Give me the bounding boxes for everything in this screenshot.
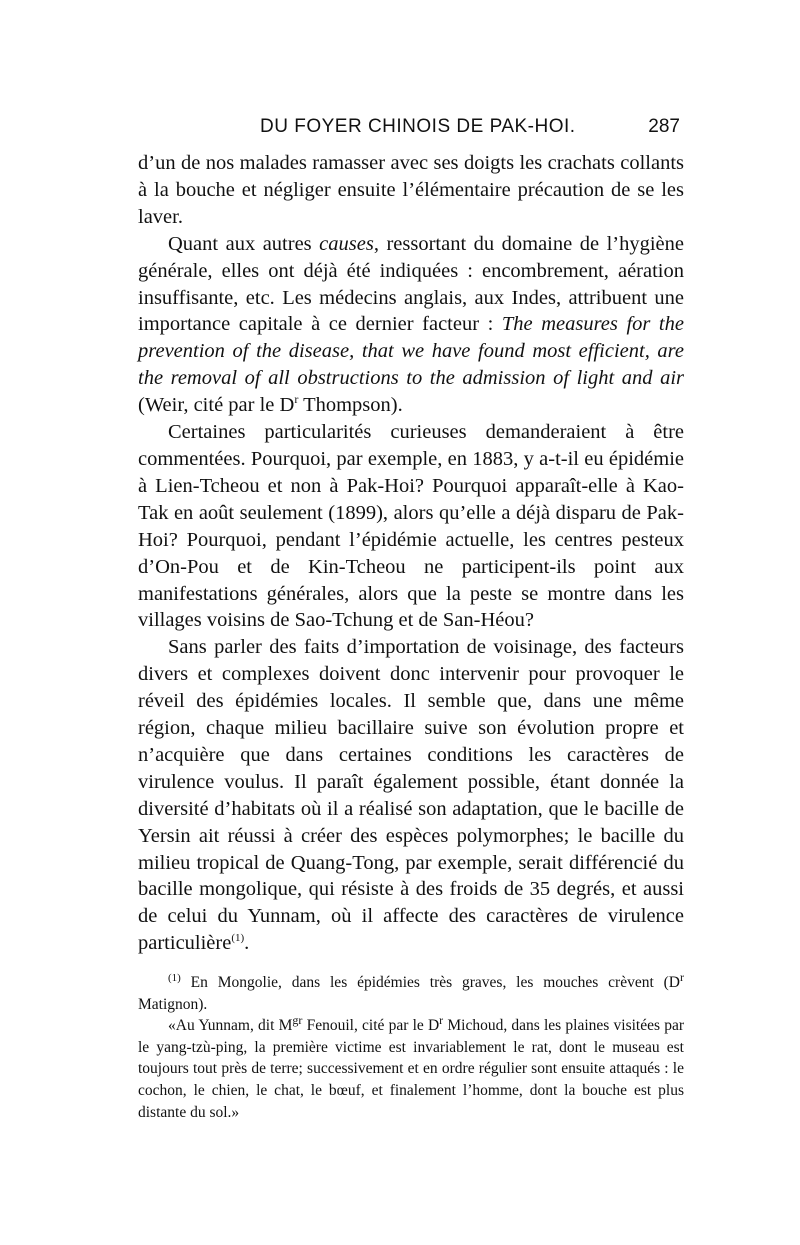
p2-english-quote: The measures for the prevention of the disease, that we have found most efficient, are the removal of all obstructions to the admission of light and air — [138, 313, 684, 390]
running-title: DU FOYER CHINOIS DE PAK-HOI. — [260, 116, 576, 137]
footnote-2-sup: gr — [292, 1013, 303, 1028]
footnote-2-text-c: Michoud, dans les plaines visitées par le yang-tzù-ping, la première victime est invariablement le rat, dont le museau est toujours tout près de terre; successivement et en ordre régulier sont ensuite attaqués : le cochon, le chien, le chat, le bœuf, et finalement l’homme, dont la bouche est plus distante du sol.» — [138, 1017, 684, 1121]
p2-sup: r — [294, 392, 299, 407]
p4-end: . — [244, 932, 250, 955]
footnote-2-sup2: r — [439, 1013, 444, 1028]
footnote-ref-1: (1) — [231, 932, 245, 945]
paragraph-2 — [138, 231, 684, 419]
running-header — [150, 116, 690, 146]
p2-text-c: (Weir, cité par le D — [138, 394, 295, 417]
paragraph-3: Certaines particularités curieuses demanderaient à être commentées. Pourquoi, par exemple, en 1883, y a-t-il eu épidémie à Lien-Tcheou et non à Pak-Hoi? Pourquoi apparaît-elle à Kao-Tak en août seulement (1899), alors qu’elle a déjà disparu de Pak-Hoi? Pourquoi, pendant l’épidémie actuelle, les centres pesteux d’On-Pou et de Kin-Tcheou ne participent-ils point aux manifestations générales, alors que la peste se montre dans les villages voisins de Sao-Tchung et de San-Héou? — [138, 421, 684, 632]
paragraph-1: d’un de nos malades ramasser avec ses doigts les crachats collants à la bouche et négliger ensuite l’élémentaire précaution de se les laver. — [138, 152, 684, 228]
p2-text-d: Thompson). — [298, 394, 403, 417]
footnote-1 — [138, 969, 684, 1015]
footnote-2-text-a: «Au Yunnam, dit M — [168, 1017, 293, 1035]
p2-causes: causes — [319, 232, 374, 255]
paragraph-4 — [138, 634, 684, 957]
footnote-1-text-a: En Mongolie, dans les épidémies très graves, les mouches crèvent (D — [180, 974, 680, 991]
p4-text: Sans parler des faits d’importation de voisinage, des facteurs divers et complexes doivent donc intervenir pour provoquer le réveil des épidémies locales. Il semble que, dans une même région, chaque milieu bacillaire suive son évolution propre et n’acquière que dans certaines conditions les caractères de virulence voulus. Il paraît également possible, étant donnée la diversité d’habitats où il a réalisé son adaptation, que le bacille de Yersin ait réussi à créer des espèces polymorphes; le bacille du milieu tropical de Quang-Tong, par exemple, serait différencié du bacille mongolique, qui résiste à des froids de 35 degrés, et aussi de celui du Yunnam, où il affecte des caractères de virulence particulière — [138, 636, 684, 955]
footnote-2 — [138, 1015, 684, 1123]
p2-text-a: Quant aux autres — [168, 232, 320, 255]
page-number: 287 — [648, 116, 680, 137]
p2-text-b: , ressortant du domaine de l’hygiène générale, elles ont déjà été indiquées : encombrement, aération insuffisante, etc. Les médecins anglais, aux Indes, attribuent une importance capitale à ce dernier facteur : — [138, 232, 684, 336]
main-text — [138, 150, 684, 957]
footnotes — [138, 969, 684, 1123]
footnote-1-mark: (1) — [168, 971, 181, 984]
footnote-2-text-b: Fenouil, cité par le D — [302, 1017, 440, 1035]
footnote-1-sup: r — [680, 969, 684, 984]
footnote-1-text-b: Matignon). — [138, 995, 208, 1013]
